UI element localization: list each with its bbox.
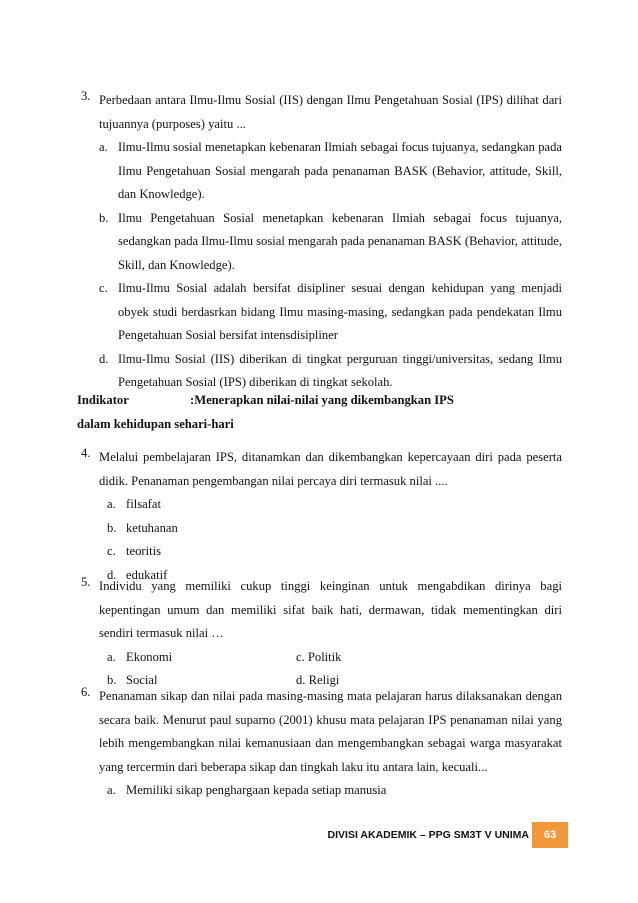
option-b — [99, 207, 562, 278]
option-text: edukatif — [126, 567, 168, 582]
page-number: 63 — [532, 822, 568, 848]
option-text: Ilmu-Ilmu sosial menetapkan kebenaran Ilmiah sebagai focus tujuanya, sedangkan pada Ilmu Pengetahuan Sosial mengarah pada penanaman BASK (Behavior, attitude, Skill, dan Knowledge). — [118, 140, 562, 201]
question-number: 3. — [81, 89, 91, 103]
option-text: Ilmu-Ilmu Sosial adalah bersifat disipliner sesuai dengan kehidupan yang menjadi obyek studi berdasrkan bidang Ilmu masing-masing, sedangkan pada pendekatan Ilmu Pengetahuan Sosial bersifat intensdisipliner — [118, 281, 562, 342]
option-text: Ilmu-Ilmu Sosial (IIS) diberikan di tingkat perguruan tinggi/universitas, sedang Ilmu Pengetahuan Sosial (IPS) diberikan di tingkat sekolah. — [118, 351, 562, 389]
option-a — [99, 136, 562, 207]
question-text: Perbedaan antara Ilmu-Ilmu Sosial (IIS) dengan Ilmu Pengetahuan Sosial (IPS) dilihat dari tujuannya (purposes) yaitu ... — [99, 93, 562, 131]
option-text: ketuhanan — [126, 520, 178, 535]
option-row — [107, 646, 562, 670]
option-text: teoritis — [126, 544, 161, 558]
question-number: 4. — [81, 446, 91, 460]
question-number: 5. — [81, 575, 91, 589]
question-6 — [81, 685, 562, 803]
option-a — [107, 779, 562, 803]
question-number: 6. — [81, 685, 91, 699]
indicator-label: Indikator — [77, 393, 129, 407]
question-4 — [81, 446, 562, 587]
indicator-text: :Menerapkan nilai-nilai yang dikembangkan IPS — [190, 393, 454, 407]
question-3 — [81, 89, 562, 395]
question-text: Melalui pembelajaran IPS, ditanamkan dan dikembangkan kepercayaan diri pada peserta didik. Penanaman pengembangan nilai percaya diri termasuk nilai .... — [99, 450, 562, 488]
footer-text: DIVISI AKADEMIK – PPG SM3T V UNIMA — [327, 829, 529, 841]
option-d: d. Religi — [296, 673, 340, 687]
option-c — [99, 277, 562, 348]
question-text: Penanaman sikap dan nilai pada masing-masing mata pelajaran harus dilaksanakan dengan secara baik. Menurut paul suparno (2001) khusu mata pelajaran IPS penanaman nilai yang lebih mengembangkan nilai kemanusiaan dan mengembangkan sebagai warga masyarakat yang tercermin dari beberapa sikap dan tingkah laku itu antara lain, kecuali... — [99, 689, 562, 774]
option-b — [107, 517, 562, 541]
option-label: a. — [107, 497, 116, 511]
option-c — [107, 540, 562, 564]
option-d — [99, 348, 562, 395]
option-c: c. Politik — [296, 649, 342, 664]
option-text: Ekonomi — [126, 649, 173, 664]
option-label: b. — [107, 520, 117, 535]
indicator-text-continued: dalam kehidupan sehari-hari — [77, 417, 234, 431]
option-text: Ilmu Pengetahuan Sosial menetapkan kebenaran Ilmiah sebagai focus tujuanya, sedangkan pada Ilmu-Ilmu sosial mengarah pada penanaman BASK (Behavior, attitude, Skill, dan Knowledge). — [118, 210, 562, 272]
option-text: Memiliki sikap penghargaan kepada setiap manusia — [126, 783, 387, 797]
question-text: Individu yang memiliki cukup tinggi keinginan untuk mengabdikan dirinya bagi kepentingan umum dan memiliki sifat baik hati, dermawan, tidak mementingkan diri sendiri termasuk nilai … — [99, 579, 562, 640]
option-a — [107, 646, 296, 670]
option-label: c. — [107, 544, 116, 558]
option-label: d. — [99, 351, 109, 366]
option-label: a. — [107, 783, 116, 797]
option-a — [107, 493, 562, 517]
question-5 — [81, 575, 562, 693]
option-label: a. — [107, 649, 116, 664]
option-label: b. — [107, 673, 117, 687]
option-text: Social — [126, 673, 158, 687]
option-label: a. — [99, 140, 108, 154]
option-label: c. — [99, 281, 108, 295]
option-text: filsafat — [126, 497, 161, 511]
option-label: d. — [107, 567, 117, 582]
option-label: b. — [99, 210, 109, 225]
